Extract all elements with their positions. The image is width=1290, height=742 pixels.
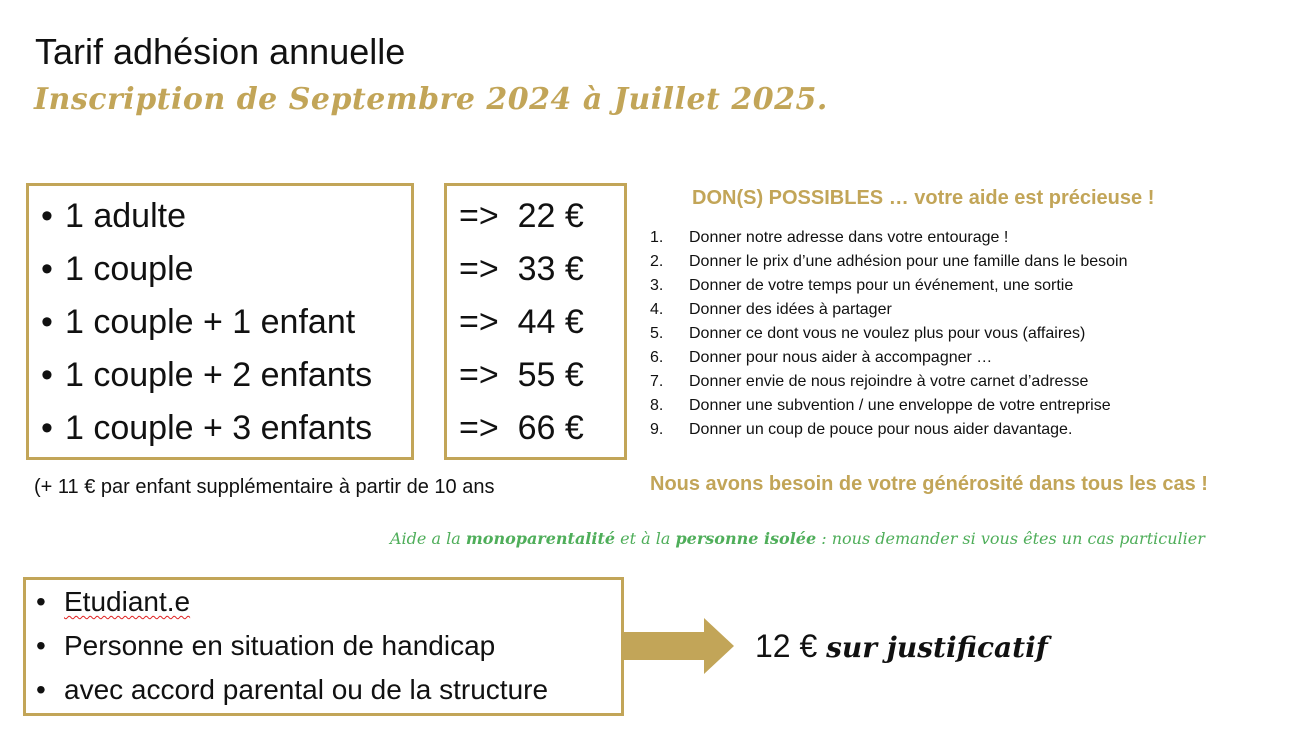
note-text: Aide a la — [390, 529, 466, 548]
donations-list — [650, 226, 1128, 442]
item-number: 2. — [650, 253, 664, 270]
reduced-price-value: 12 € — [755, 628, 818, 664]
tariff-row — [41, 349, 411, 402]
tariff-label: 1 couple + 3 enfants — [65, 409, 373, 447]
item-number: 5. — [650, 325, 664, 342]
price-row — [459, 296, 624, 349]
price-value: 55 € — [517, 356, 584, 394]
bullet: • — [41, 356, 53, 394]
price-value: 44 € — [517, 303, 584, 341]
tariff-categories-box — [26, 183, 414, 460]
bullet: • — [41, 409, 53, 447]
note-emphasis: monoparentalité — [465, 529, 616, 548]
item-text: Donner de votre temps pour un événement, une sortie — [689, 277, 1074, 294]
donations-title: DON(S) POSSIBLES … votre aide est précieuse ! — [692, 187, 1155, 209]
item-number: 3. — [650, 277, 664, 294]
list-item — [650, 250, 1128, 274]
tariff-row — [41, 243, 411, 296]
tariff-row — [41, 402, 411, 455]
item-text: Donner ce dont vous ne voulez plus pour vous (affaires) — [689, 325, 1086, 342]
list-item — [650, 274, 1128, 298]
list-item — [650, 346, 1128, 370]
note-text: et à la — [615, 529, 676, 548]
special-label: Etudiant.e — [64, 586, 191, 617]
item-number: 4. — [650, 301, 664, 318]
special-label: avec accord parental ou de la structure — [64, 674, 549, 705]
list-item — [650, 370, 1128, 394]
note-text: : nous demander si vous êtes un cas particulier — [816, 529, 1205, 548]
item-text: Donner notre adresse dans votre entourage ! — [689, 229, 1009, 246]
tariff-prices-box — [444, 183, 627, 460]
page-title: Tarif adhésion annuelle — [35, 31, 406, 72]
item-text: Donner une subvention / une enveloppe de votre entreprise — [689, 397, 1111, 414]
price-value: 66 € — [517, 409, 584, 447]
price-row — [459, 190, 624, 243]
special-tariff-box — [23, 577, 624, 716]
special-row — [36, 624, 621, 668]
item-text: Donner des idées à partager — [689, 301, 892, 318]
price-value: 33 € — [517, 250, 584, 288]
price-row — [459, 349, 624, 402]
item-number: 7. — [650, 373, 664, 390]
list-item — [650, 298, 1128, 322]
special-row — [36, 580, 621, 624]
note-emphasis: personne isolée — [675, 529, 817, 548]
tariff-label: 1 couple + 2 enfants — [65, 356, 373, 394]
item-number: 6. — [650, 349, 664, 366]
bullet: • — [36, 630, 46, 661]
arrow-right-icon — [624, 616, 734, 676]
list-item — [650, 418, 1128, 442]
item-number: 9. — [650, 421, 664, 438]
page-subtitle: Inscription de Septembre 2024 à Juillet 2025. — [34, 82, 828, 117]
item-text: Donner pour nous aider à accompagner … — [689, 349, 993, 366]
bullet: • — [36, 586, 46, 617]
bullet: • — [41, 197, 53, 235]
bullet: • — [36, 674, 46, 705]
price-row — [459, 243, 624, 296]
arrow-prefix: => — [459, 303, 499, 341]
special-label: Personne en situation de handicap — [64, 630, 496, 661]
price-value: 22 € — [517, 197, 584, 235]
arrow-prefix: => — [459, 250, 499, 288]
list-item — [650, 322, 1128, 346]
generosity-note: Nous avons besoin de votre générosité dans tous les cas ! — [650, 473, 1208, 495]
item-text: Donner un coup de pouce pour nous aider davantage. — [689, 421, 1073, 438]
tariff-label: 1 adulte — [65, 197, 186, 235]
arrow-prefix: => — [459, 409, 499, 447]
bullet: • — [41, 250, 53, 288]
tariff-label: 1 couple — [65, 250, 194, 288]
bullet: • — [41, 303, 53, 341]
tariff-label: 1 couple + 1 enfant — [65, 303, 356, 341]
list-item — [650, 394, 1128, 418]
list-item — [650, 226, 1128, 250]
price-row — [459, 402, 624, 455]
item-number: 1. — [650, 229, 664, 246]
extra-child-note: (+ 11 € par enfant supplémentaire à partir de 10 ans — [34, 476, 495, 498]
tariff-row — [41, 296, 411, 349]
single-parent-note — [390, 527, 1205, 551]
item-number: 8. — [650, 397, 664, 414]
item-text: Donner le prix d’une adhésion pour une famille dans le besoin — [689, 253, 1128, 270]
reduced-price — [755, 626, 1048, 668]
arrow-prefix: => — [459, 356, 499, 394]
special-row — [36, 668, 621, 712]
tariff-row — [41, 190, 411, 243]
reduced-price-condition: sur justificatif — [826, 631, 1048, 664]
arrow-prefix: => — [459, 197, 499, 235]
item-text: Donner envie de nous rejoindre à votre carnet d’adresse — [689, 373, 1089, 390]
